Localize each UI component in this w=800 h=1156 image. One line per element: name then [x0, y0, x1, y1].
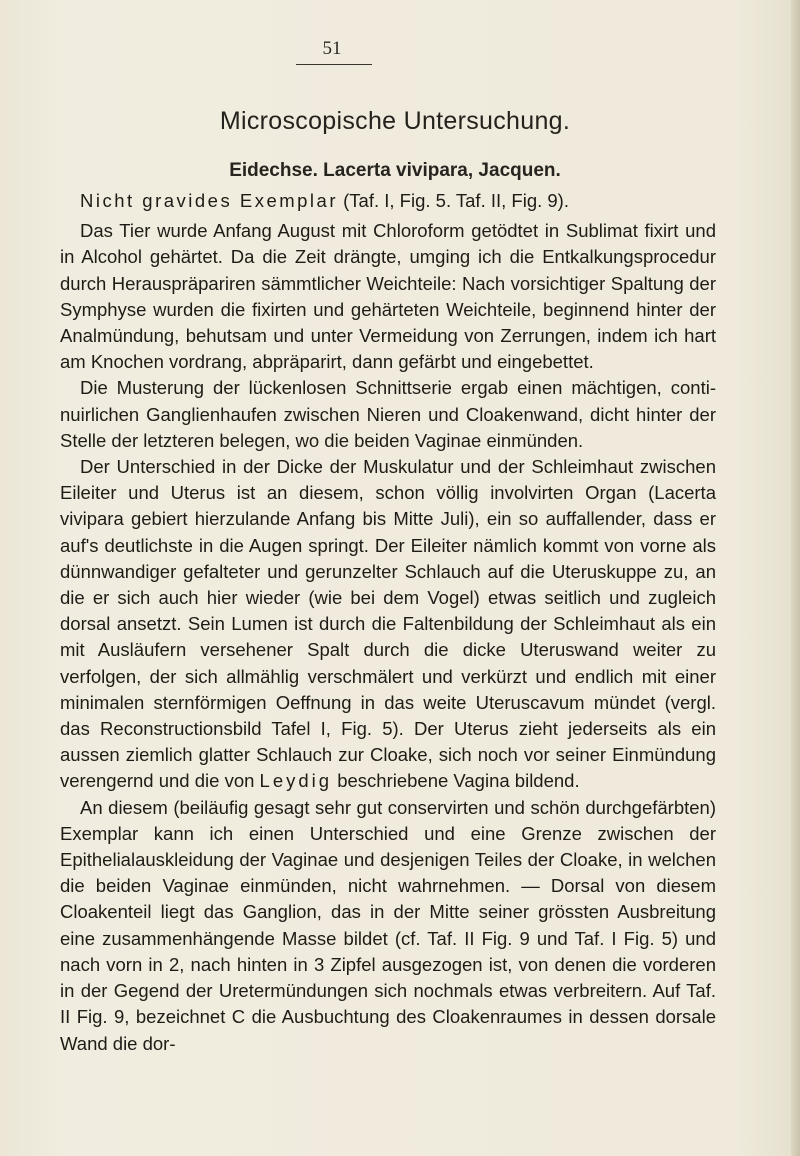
specimen-line [60, 188, 716, 214]
body-text [60, 188, 716, 1057]
paragraph-1: Das Tier wurde Anfang August mit Chloroform getödtet in Sublimat fixirt und in Alcohol gehärtet. Da die Zeit drängte, umging ich die Entkalkungsprocedur durch Herauspräpariren sämmtlicher Weichteile: Nach vorsichtiger Spaltung der Symphyse wurden die fixirten und gehärteten Weichteile, beginnend hinter der Analmündung, behutsam und unter Vermeidung von Zerrungen, indem ich hart am Knochen vordrang, abpräparirt, dann gefärbt und eingebettet. [60, 220, 716, 373]
page-edge [791, 0, 800, 1156]
paragraph-3-text-a: Der Unterschied in der Dicke der Muskulatur und der Schleimhaut zwischen Eileiter und Uterus ist an diesem, schon völlig involvirten Organ (Lacerta vivipara gebiert hierzulande Anfang bis Mitte Juli), ein so auffallender, dass er auf's deutlichste in die Augen springt. Der Eileiter nämlich kommt von vorne als dünnwandiger gefalteter und gerunzelter Schlauch auf die Uteruskuppe zu, an die er sich auch hier wieder (wie bei dem Vogel) etwas seitlich und zugleich dorsal ansetzt. Sein Lumen ist durch die Faltenbildung der Schleimhaut als ein mit Ausläufern versehener Spalt durch die dicke Uteruswand weiter zu verfolgen, der sich allmählig verschmälert und verkürzt und endlich mit einer minimalen sternförmigen Oeffnung in das weite Uteruscavum mündet (vergl. das Reconstructionsbild Tafel I, Fig. 5). Der Uterus zieht jederseits als ein aussen ziemlich glatter Schlauch zur Cloake, sich noch vor seiner Einmündung verengernd und die von [60, 456, 716, 792]
paragraph-2: Die Musterung der lückenlosen Schnittserie ergab einen mächtigen, continuirlichen Ganglienhaufen zwischen Nieren und Cloakenwand, dicht hinter der Stelle der letzteren belegen, wo die beiden Vaginae einmünden. [60, 377, 716, 451]
page-number-rule [296, 64, 372, 65]
paragraph-3 [60, 454, 716, 795]
species-heading: Eidechse. Lacerta vivipara, Jacquen. [229, 160, 561, 181]
paragraph-3-text-b: beschriebene Vagina bildend. [332, 770, 580, 792]
section-title: Microscopische Untersuchung. [219, 107, 571, 135]
author-name-leydig: Leydig [259, 770, 333, 792]
specimen-lead: Nicht gravides Exemplar [80, 190, 338, 211]
paragraph-4: An diesem (beiläufig gesagt sehr gut conservirten und schön durchgefärbten) Exemplar kann ich einen Unterschied und eine Grenze zwischen der Epithelialauskleidung der Vaginae und desjenigen Teiles der Cloake, in welchen die beiden Vaginae einmünden, nicht wahrnehmen. — Dorsal von diesem Cloakenteil liegt das Ganglion, das in der Mitte seiner grössten Ausbreitung eine zusammenhängende Masse bildet (cf. Taf. II Fig. 9 und Taf. I Fig. 5) und nach vorn in 2, nach hinten in 3 Zipfel ausgezogen ist, von denen die vorderen in der Gegend der Uretermündungen sich nochmals etwas verbreitern. Auf Taf. II Fig. 9, bezeichnet C die Ausbuchtung des Cloakenraumes in dessen dorsale Wand die dor- [60, 796, 716, 1054]
page-number: 51 [322, 38, 342, 59]
specimen-reference: (Taf. I, Fig. 5. Taf. II, Fig. 9). [338, 190, 569, 211]
